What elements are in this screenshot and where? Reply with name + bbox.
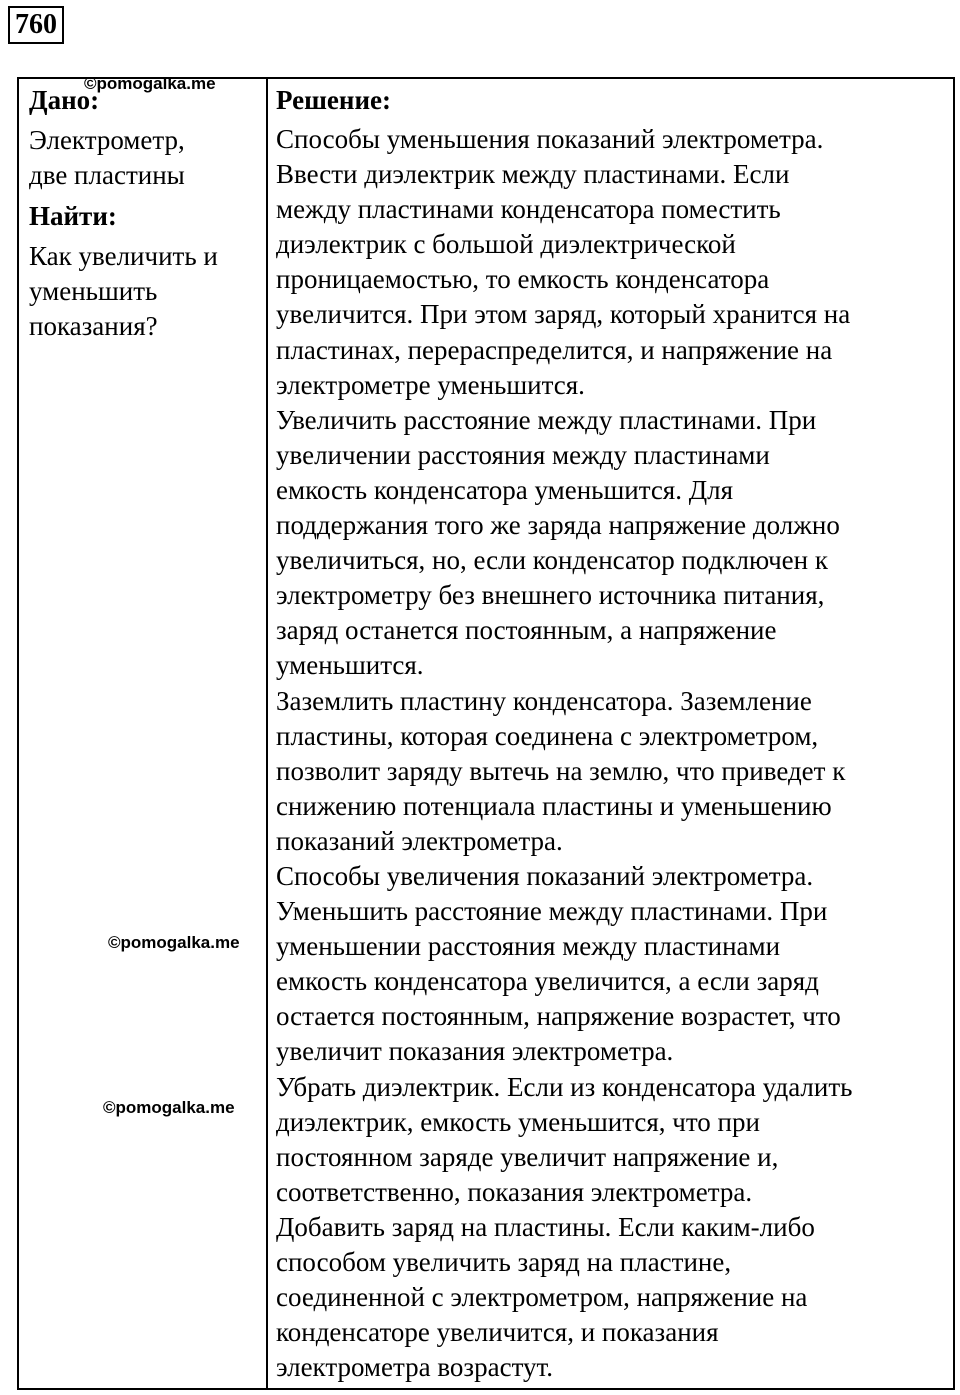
solution-line: Заземлить пластину конденсатора. Заземление: [276, 685, 812, 716]
solution-line: увеличении расстояния между пластинами: [276, 439, 770, 470]
solution-line: конденсаторе увеличится, и показания: [276, 1317, 719, 1348]
solution-line: Увеличить расстояние между пластинами. При: [276, 404, 817, 435]
solution-line: увеличится. При этом заряд, который хранится на: [276, 299, 851, 330]
solution-line: Способы увеличения показаний электрометра.: [276, 860, 814, 891]
watermark: ©pomogalka.me: [103, 1098, 235, 1117]
solution-line: электрометра возрастут.: [276, 1352, 554, 1383]
solution-line: пластины, которая соединена с электрометром,: [276, 720, 819, 751]
solution-line: диэлектрик с большой диэлектрической: [276, 229, 736, 260]
solution-column: [276, 83, 952, 1385]
solution-line: поддержания того же заряда напряжение должно: [276, 510, 840, 541]
watermark: ©pomogalka.me: [84, 74, 216, 93]
given-heading: Дано:: [29, 85, 100, 115]
solution-line: Способы уменьшения показаний электрометра.: [276, 124, 824, 154]
solution-body: [276, 122, 952, 1385]
solution-line: Уменьшить расстояние между пластинами. При: [276, 896, 828, 927]
find-line: уменьшить: [29, 276, 158, 306]
solution-line: снижению потенциала пластины и уменьшению: [276, 790, 832, 821]
solution-line: между пластинами конденсатора поместить: [276, 194, 781, 225]
given-line: Электрометр,: [29, 125, 185, 155]
solution-line: пластинах, перераспределится, и напряжение на: [276, 334, 833, 365]
solution-line: увеличит показания электрометра.: [276, 1036, 674, 1067]
given-column: [29, 83, 259, 350]
solution-table: [17, 77, 955, 1390]
solution-line: Убрать диэлектрик. Если из конденсатора удалить: [276, 1071, 853, 1102]
find-text: [29, 239, 259, 344]
solution-line: электрометру без внешнего источника питания,: [276, 580, 825, 611]
solution-line: Добавить заряд на пластины. Если каким-либо: [276, 1211, 815, 1242]
solution-line: емкость конденсатора увеличится, а если заряд: [276, 966, 819, 997]
solution-line: соответственно, показания электрометра.: [276, 1176, 753, 1207]
given-line: две пластины: [29, 160, 185, 190]
solution-line: постоянном заряде увеличит напряжение и,: [276, 1141, 779, 1172]
find-line: Как увеличить и: [29, 241, 218, 271]
solution-line: уменьшится.: [276, 650, 424, 681]
column-divider: [266, 79, 268, 1388]
solution-line: диэлектрик, емкость уменьшится, что при: [276, 1106, 760, 1137]
solution-line: показаний электрометра.: [276, 825, 563, 856]
given-text: [29, 123, 259, 193]
solution-line: остается постоянным, напряжение возрастет, что: [276, 1001, 841, 1032]
solution-line: заряд останется постоянным, а напряжение: [276, 615, 777, 646]
solution-line: позволит заряду вытечь на землю, что приведет к: [276, 755, 846, 786]
solution-line: проницаемостью, то емкость конденсатора: [276, 264, 770, 295]
find-line: показания?: [29, 311, 158, 341]
solution-line: соединенной с электрометром, напряжение на: [276, 1282, 808, 1313]
solution-line: уменьшении расстояния между пластинами: [276, 931, 781, 962]
solution-line: емкость конденсатора уменьшится. Для: [276, 474, 734, 505]
find-heading: Найти:: [29, 201, 117, 231]
watermark: ©pomogalka.me: [108, 933, 240, 952]
solution-line: увеличиться, но, если конденсатор подключен к: [276, 545, 828, 576]
solution-heading: Решение:: [276, 85, 391, 115]
solution-line: электрометре уменьшится.: [276, 369, 585, 400]
solution-line: способом увеличить заряд на пластине,: [276, 1247, 732, 1277]
task-number: 760: [8, 6, 64, 44]
solution-line: Ввести диэлектрик между пластинами. Если: [276, 159, 790, 190]
